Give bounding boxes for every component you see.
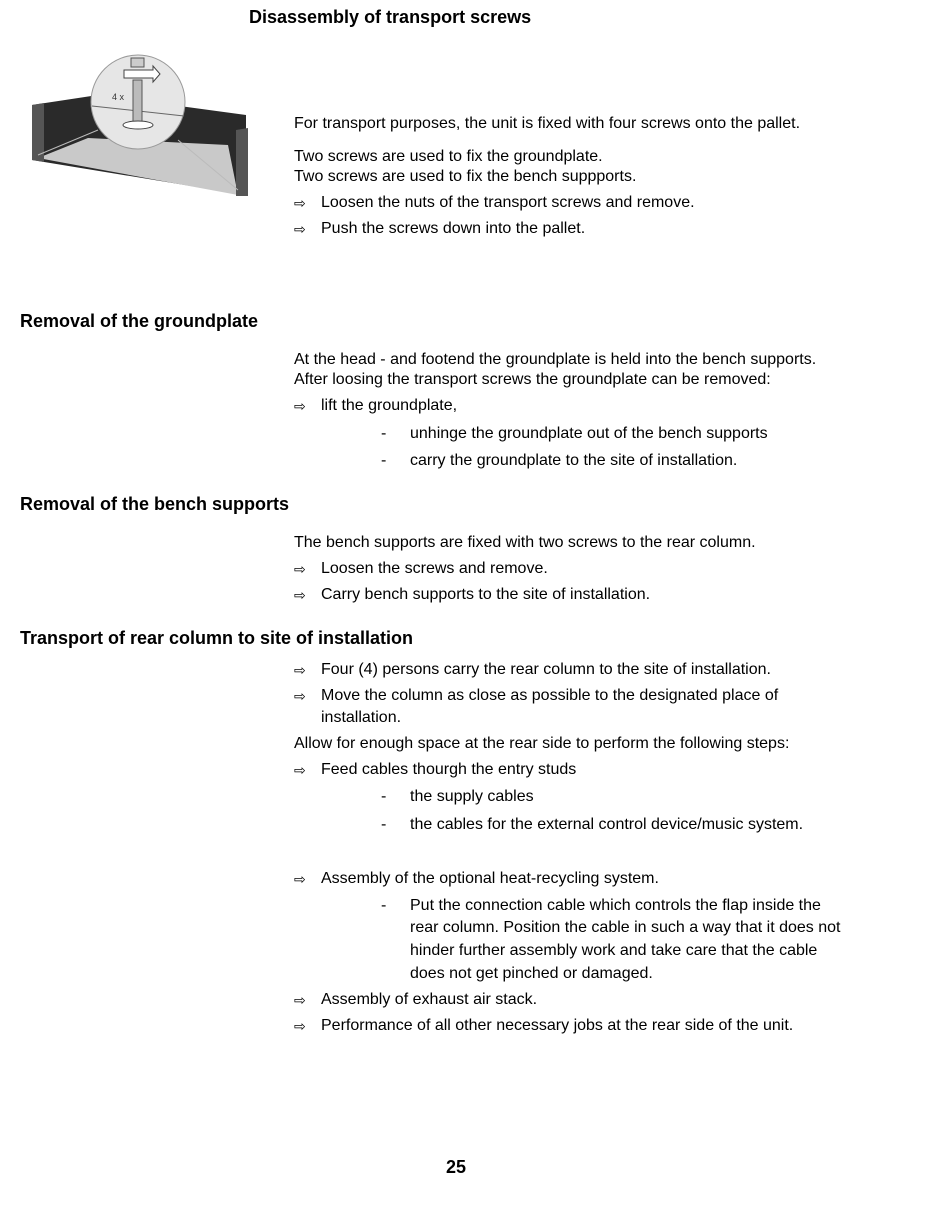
step-item: lift the groundplate, [321,397,458,414]
dash-bullet: - [381,452,387,469]
arrow-bullet-icon: ⇨ [294,398,306,414]
arrow-bullet-icon: ⇨ [294,662,306,678]
arrow-bullet-icon: ⇨ [294,221,306,237]
dash-bullet: - [381,816,387,833]
arrow-bullet-icon: ⇨ [294,992,306,1008]
quantity-label: 4 x [112,92,125,102]
dash-bullet: - [381,897,387,914]
arrow-bullet-icon: ⇨ [294,762,306,778]
paragraph: Two screws are used to fix the groundplate. [294,148,603,165]
paragraph: Two screws are used to fix the bench suppports. [294,168,637,185]
step-item: Assembly of exhaust air stack. [321,991,538,1008]
step-item: Loosen the nuts of the transport screws and remove. [321,194,695,211]
step-item: Feed cables thourgh the entry studs [321,761,577,778]
sub-item-continued: does not get pinched or damaged. [410,965,653,982]
step-item: Move the column as close as possible to the designated place of [321,687,779,704]
step-item: Carry bench supports to the site of installation. [321,586,651,603]
step-item: Loosen the screws and remove. [321,560,548,577]
section-heading: Transport of rear column to site of installation [20,628,414,648]
paragraph: The bench supports are fixed with two screws to the rear column. [294,534,756,551]
arrow-bullet-icon: ⇨ [294,587,306,603]
sub-item-continued: hinder further assembly work and take care that the cable [410,942,818,959]
arrow-bullet-icon: ⇨ [294,195,306,211]
arrow-bullet-icon: ⇨ [294,561,306,577]
step-item-continued: installation. [321,709,402,726]
sub-item: carry the groundplate to the site of installation. [410,452,738,469]
section-heading: Removal of the bench supports [20,494,290,514]
arrow-bullet-icon: ⇨ [294,871,306,887]
sub-item: the supply cables [410,788,534,805]
step-item: Performance of all other necessary jobs at the rear side of the unit. [321,1017,794,1034]
dash-bullet: - [381,788,387,805]
step-item: Four (4) persons carry the rear column to the site of installation. [321,661,771,678]
transport-screws-illustration [28,50,253,200]
paragraph: After loosing the transport screws the groundplate can be removed: [294,371,771,388]
sub-item: the cables for the external control device/music system. [410,816,804,833]
page-title: Disassembly of transport screws [249,7,532,27]
step-item: Push the screws down into the pallet. [321,220,586,237]
paragraph: For transport purposes, the unit is fixed with four screws onto the pallet. [294,115,801,132]
arrow-bullet-icon: ⇨ [294,688,306,704]
page-number: 25 [446,1157,467,1177]
step-item: Assembly of the optional heat-recycling system. [321,870,659,887]
paragraph: At the head - and footend the groundplate is held into the bench supports. [294,351,817,368]
section-heading: Removal of the groundplate [20,311,259,331]
sub-item: Put the connection cable which controls the flap inside the [410,897,821,914]
sub-item-continued: rear column. Position the cable in such a way that it does not [410,919,841,936]
arrow-bullet-icon: ⇨ [294,1018,306,1034]
dash-bullet: - [381,425,387,442]
paragraph: Allow for enough space at the rear side to perform the following steps: [294,735,790,752]
sub-item: unhinge the groundplate out of the bench supports [410,425,768,442]
